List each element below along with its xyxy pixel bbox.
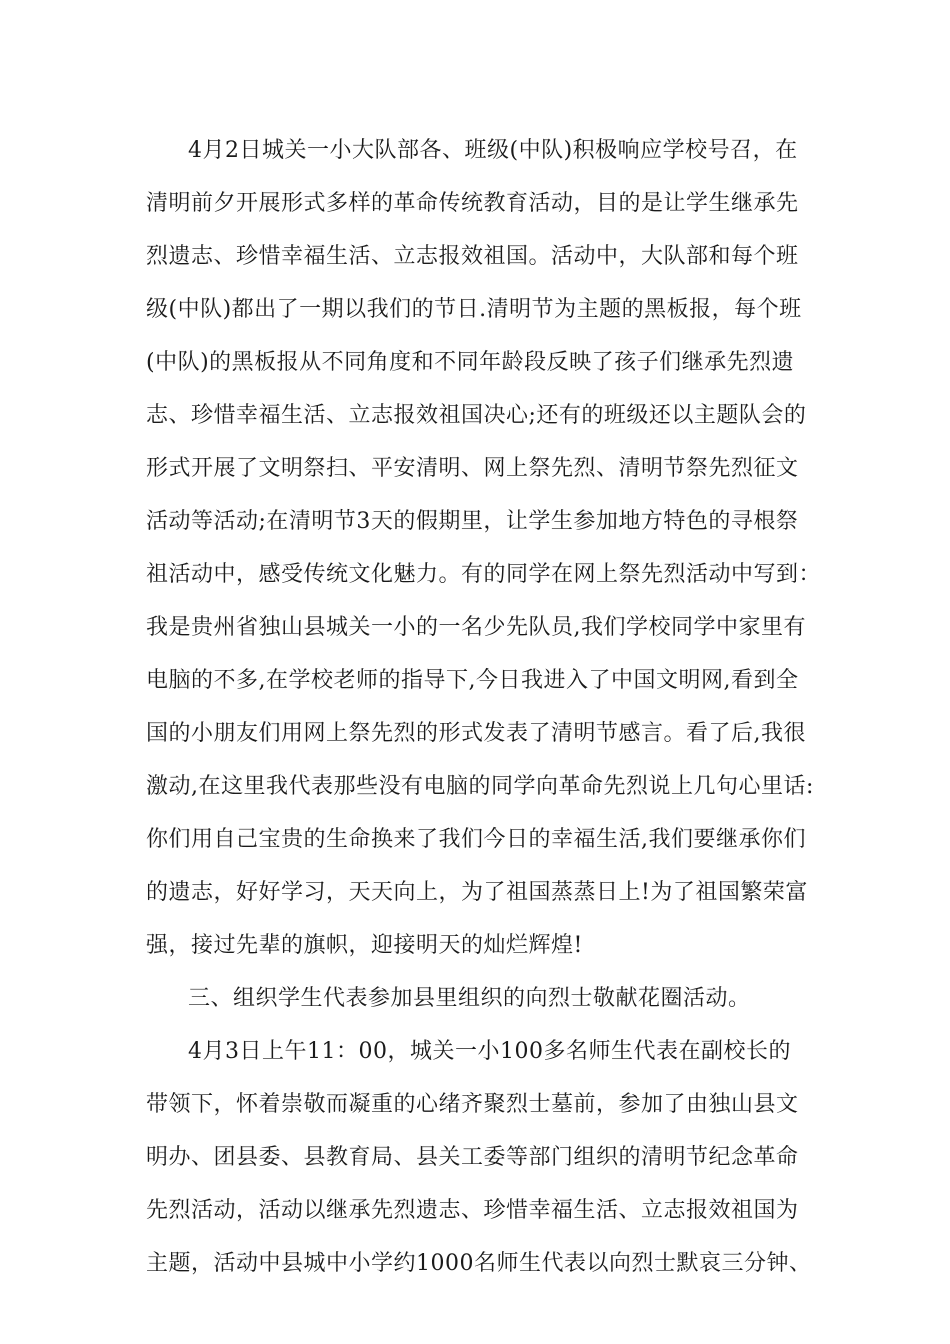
text-line: 活动等活动;在清明节3天的假期里，让学生参加地方特色的寻根祭 [146,509,799,534]
text-line: 形式开展了文明祭扫、平安清明、网上祭先烈、清明节祭先烈征文 [146,456,799,481]
text-line: 我是贵州省独山县城关一小的一名少先队员,我们学校同学中家里有 [146,615,806,640]
text-line: 4月3日上午11：00，城关一小100多名师生代表在副校长的 [188,1039,791,1064]
text-line: 你们用自己宝贵的生命换来了我们今日的幸福生活,我们要继承你们 [146,827,806,852]
text-line: 强，接过先辈的旗帜，迎接明天的灿烂辉煌! [146,933,583,958]
text-line: 的遗志，好好学习，天天向上，为了祖国蒸蒸日上!为了祖国繁荣富 [146,880,808,905]
text-line: 国的小朋友们用网上祭先烈的形式发表了清明节感言。看了后,我很 [146,721,806,746]
text-line: 电脑的不多,在学校老师的指导下,今日我进入了中国文明网,看到全 [146,668,799,693]
text-line: 志、珍惜幸福生活、立志报效祖国决心;还有的班级还以主题队会的 [146,403,807,428]
section-heading: 三、组织学生代表参加县里组织的向烈士敬献花圈活动。 [188,986,751,1011]
text-line: 祖活动中，感受传统文化魅力。有的同学在网上祭先烈活动中写到： [146,562,822,587]
text-line: 主题，活动中县城中小学约1000名师生代表以向烈士默哀三分钟、 [146,1251,812,1276]
text-line: 级(中队)都出了一期以我们的节日.清明节为主题的黑板报，每个班 [146,297,802,322]
text-line: 带领下，怀着崇敬而凝重的心绪齐聚烈士墓前，参加了由独山县文 [146,1092,799,1117]
text-line: 清明前夕开展形式多样的革命传统教育活动，目的是让学生继承先 [146,191,799,216]
text-line: 烈遗志、珍惜幸福生活、立志报效祖国。活动中，大队部和每个班 [146,244,799,269]
text-line: 先烈活动，活动以继承先烈遗志、珍惜幸福生活、立志报效祖国为 [146,1198,799,1223]
text-line: 明办、团县委、县教育局、县关工委等部门组织的清明节纪念革命 [146,1145,799,1170]
text-line: (中队)的黑板报从不同角度和不同年龄段反映了孩子们继承先烈遗 [146,350,795,375]
text-line: 4月2日城关一小大队部各、班级(中队)积极响应学校号召，在 [188,138,798,163]
text-line: 激动,在这里我代表那些没有电脑的同学向革命先烈说上几句心里话: [146,774,814,799]
